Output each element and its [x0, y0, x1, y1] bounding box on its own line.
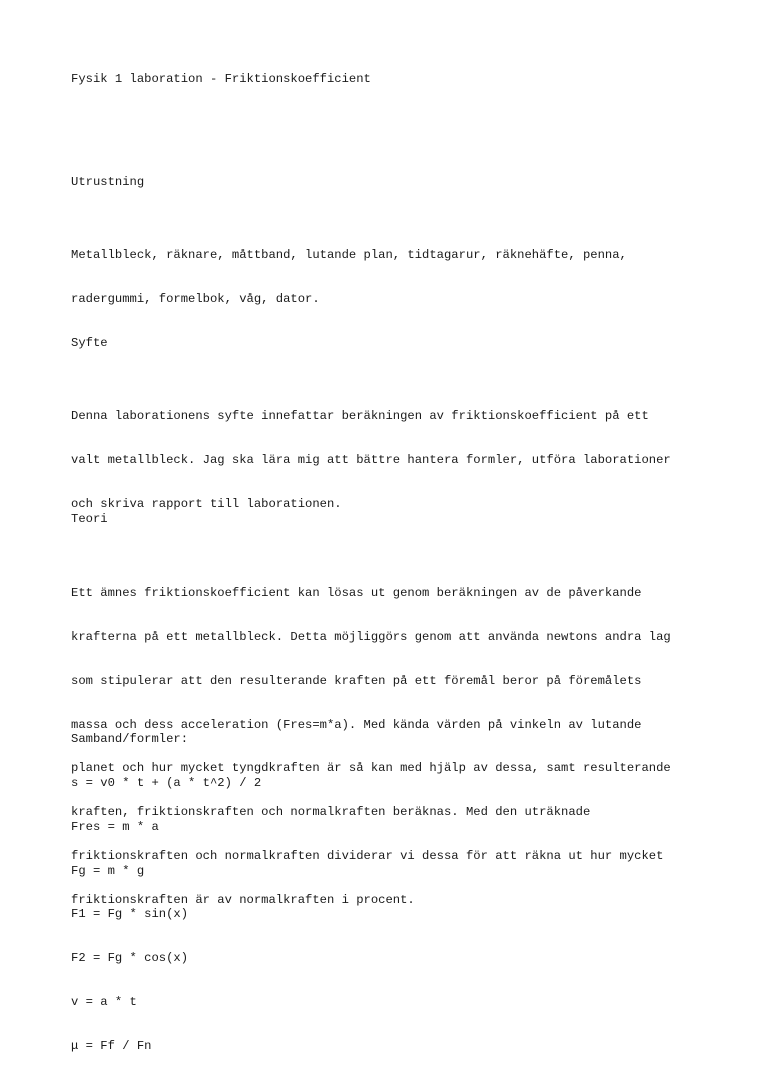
formula-item: μ = Ff / Fn	[71, 1038, 152, 1053]
formula-item: Fg = m * g	[71, 863, 145, 878]
formulas-label: Samband/formler:	[71, 732, 189, 747]
theory-line: massa och dess acceleration (Fres=m*a). Med kända värden på vinkeln av lutande	[71, 717, 642, 732]
purpose-line: Denna laborationens syfte innefattar beräkningen av friktionskoefficient på ett	[71, 409, 649, 424]
equipment-paragraph	[71, 219, 711, 336]
equipment-line: radergummi, formelbok, våg, dator.	[71, 291, 320, 306]
theory-line: friktionskraften och normalkraften dividerar vi dessa för att räkna ut hur mycket	[71, 848, 664, 863]
purpose-paragraph	[71, 380, 711, 541]
theory-line: krafterna på ett metallbleck. Detta möjliggörs genom att använda newtons andra lag	[71, 629, 671, 644]
equipment-heading: Utrustning	[71, 175, 145, 189]
theory-line: kraften, friktionskraften och normalkraften beräknas. Med den uträknade	[71, 805, 591, 820]
document-title: Fysik 1 laboration - Friktionskoefficient	[71, 72, 371, 86]
purpose-line: och skriva rapport till laborationen.	[71, 496, 342, 511]
purpose-heading: Syfte	[71, 336, 108, 350]
formula-item: s = v0 * t + (a * t^2) / 2	[71, 775, 262, 790]
theory-line: planet och hur mycket tyngdkraften är så kan med hjälp av dessa, samt resulterande	[71, 761, 671, 776]
formula-item: v = a * t	[71, 994, 137, 1009]
theory-line: friktionskraften är av normalkraften i procent.	[71, 892, 415, 907]
formula-item: F1 = Fg * sin(x)	[71, 907, 189, 922]
theory-line: som stipulerar att den resulterande kraften på ett föremål beror på föremålets	[71, 673, 642, 688]
theory-heading: Teori	[71, 512, 108, 526]
theory-line: Ett ämnes friktionskoefficient kan lösas ut genom beräkningen av de påverkande	[71, 586, 642, 601]
formulas-block	[71, 703, 711, 1082]
formula-item: F2 = Fg * cos(x)	[71, 951, 189, 966]
formula-item: Fres = m * a	[71, 819, 159, 834]
equipment-line: Metallbleck, räknare, måttband, lutande plan, tidtagarur, räknehäfte, penna,	[71, 248, 627, 263]
purpose-line: valt metallbleck. Jag ska lära mig att bättre hantera formler, utföra laborationer	[71, 452, 671, 467]
